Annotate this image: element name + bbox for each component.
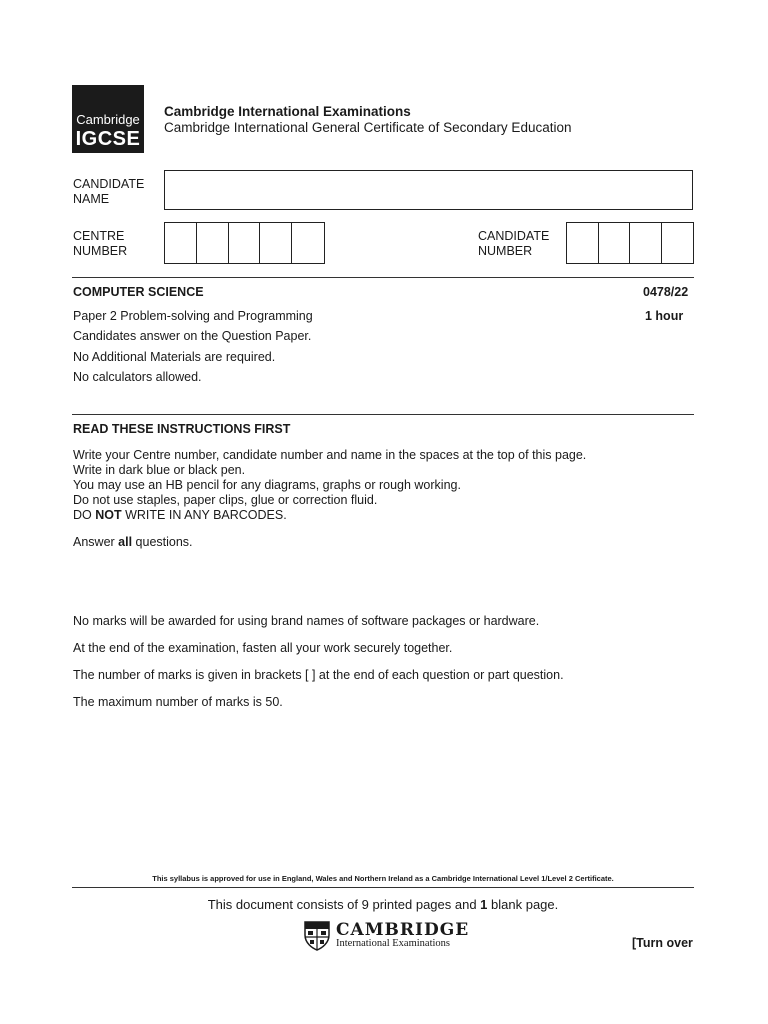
cambridge-wordmark: CAMBRIDGE	[336, 920, 470, 940]
instruction-line: Write in dark blue or black pen.	[73, 463, 246, 477]
instruction-paragraph: The maximum number of marks is 50.	[73, 695, 283, 709]
digit-box[interactable]	[292, 223, 324, 263]
candidate-number-label: CANDIDATE NUMBER	[478, 229, 550, 258]
subject-title: COMPUTER SCIENCE	[73, 285, 204, 299]
divider	[72, 887, 694, 888]
board-title: Cambridge International Examinations	[164, 104, 411, 119]
logo-cambridge-text: Cambridge	[76, 112, 140, 127]
instruction-line: You may use an HB pencil for any diagrams, graphs or rough working.	[73, 478, 461, 492]
digit-box[interactable]	[260, 223, 292, 263]
answer-instruction: Answer all questions.	[73, 535, 193, 549]
paper-note: Candidates answer on the Question Paper.	[73, 329, 312, 343]
candidate-number-boxes[interactable]	[566, 222, 694, 264]
instruction-line: Write your Centre number, candidate number and name in the spaces at the top of this page.	[73, 448, 587, 462]
instruction-line: Do not use staples, paper clips, glue or correction fluid.	[73, 493, 378, 507]
instructions-heading: READ THESE INSTRUCTIONS FIRST	[73, 422, 291, 436]
page-count-note: This document consists of 9 printed pages and 1 blank page.	[207, 897, 559, 912]
digit-box[interactable]	[197, 223, 229, 263]
candidate-name-box[interactable]	[164, 170, 693, 210]
subject-code: 0478/22	[643, 285, 689, 299]
paper-note: No calculators allowed.	[73, 370, 202, 384]
paper-note: No Additional Materials are required.	[73, 350, 276, 364]
paper-title: Paper 2 Problem-solving and Programming	[73, 309, 313, 323]
digit-box[interactable]	[165, 223, 197, 263]
candidate-name-label: CANDIDATE NAME	[73, 177, 145, 206]
paper-duration: 1 hour	[645, 309, 684, 323]
digit-box[interactable]	[662, 223, 693, 263]
digit-box[interactable]	[630, 223, 662, 263]
instruction-paragraph: The number of marks is given in brackets [ ] at the end of each question or part question.	[73, 668, 564, 682]
cambridge-shield-icon	[304, 921, 330, 951]
instruction-line-barcodes: DO NOT WRITE IN ANY BARCODES.	[73, 508, 287, 522]
cambridge-subtitle: International Examinations	[336, 938, 451, 949]
divider	[72, 414, 694, 415]
digit-box[interactable]	[567, 223, 599, 263]
instruction-paragraph: No marks will be awarded for using brand names of software packages or hardware.	[73, 614, 540, 628]
centre-number-label: CENTRE NUMBER	[73, 229, 128, 258]
syllabus-note: This syllabus is approved for use in England, Wales and Northern Ireland as a Cambridge International Level 1/Level 2 Certificate.	[152, 874, 614, 883]
digit-box[interactable]	[229, 223, 261, 263]
turn-over: [Turn over	[632, 936, 693, 950]
digit-box[interactable]	[599, 223, 631, 263]
instruction-paragraph: At the end of the examination, fasten all your work securely together.	[73, 641, 453, 655]
divider	[72, 277, 694, 278]
igcse-logo	[72, 85, 144, 153]
centre-number-boxes[interactable]	[164, 222, 325, 264]
logo-igcse-text: IGCSE	[75, 128, 141, 150]
qualification-title: Cambridge International General Certificate of Secondary Education	[164, 120, 572, 135]
instructions-list	[73, 448, 586, 523]
